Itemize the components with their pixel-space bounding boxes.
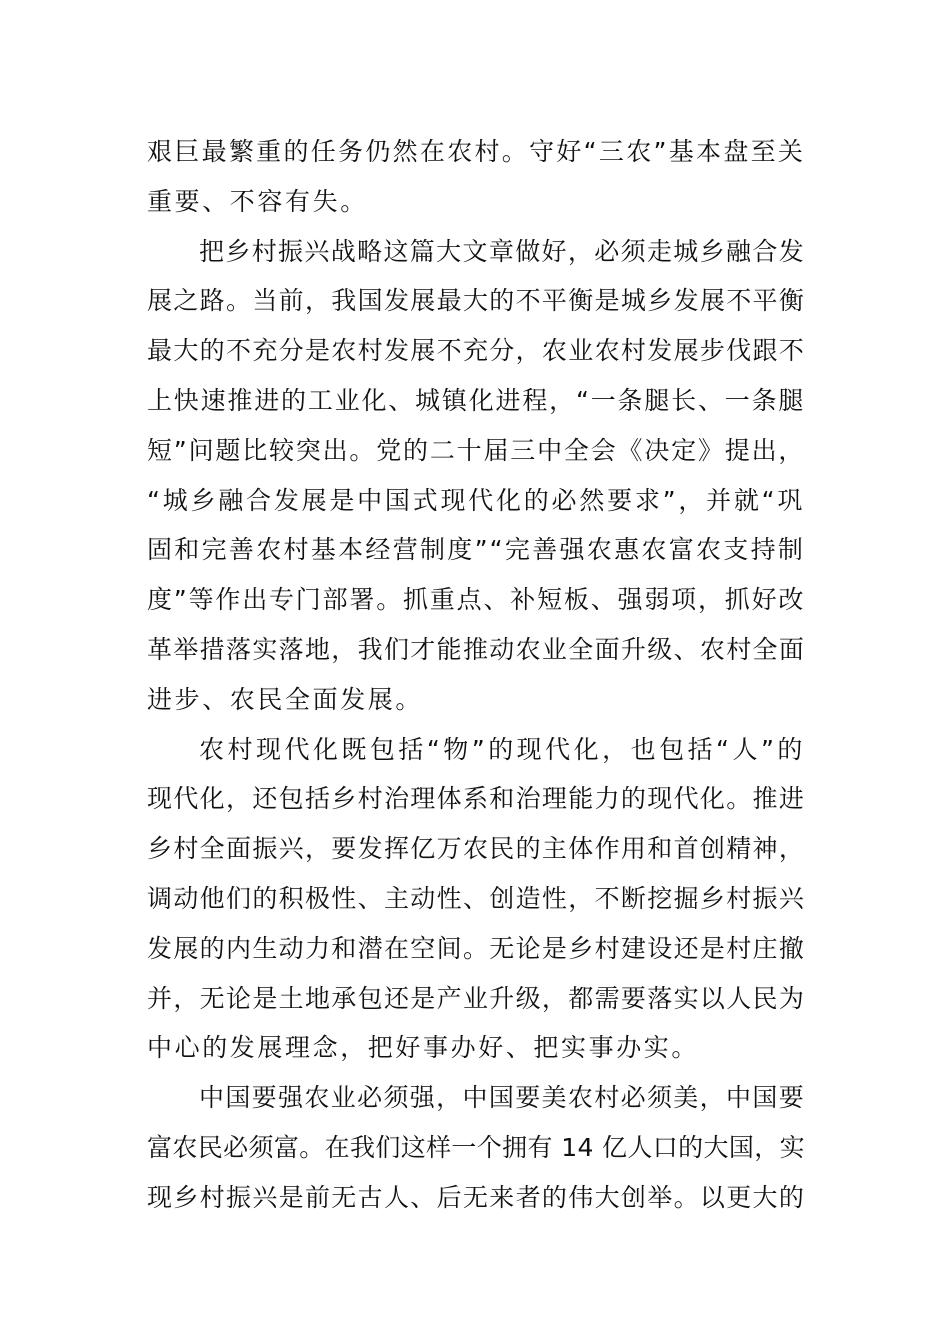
text-line: 度”等作出专门部署。抓重点、补短板、强弱项，抓好改 xyxy=(147,585,805,615)
text-line: 现乡村振兴是前无古人、后无来者的伟大创举。以更大的 xyxy=(147,1182,805,1212)
text-line: “城乡融合发展是中国式现代化的必然要求”，并就“巩 xyxy=(147,485,805,515)
text-line: 艰巨最繁重的任务仍然在农村。守好“三农”基本盘至关 xyxy=(147,137,805,166)
text-line: 富农民必须富。在我们这样一个拥有 14 亿人口的大国，实 xyxy=(147,1132,805,1162)
text-line: 现代化，还包括乡村治理体系和治理能力的现代化。推进 xyxy=(147,784,805,814)
text-line: 重要、不容有失。 xyxy=(147,186,368,216)
text-line: 调动他们的积极性、主动性、创造性，不断挖掘乡村振兴 xyxy=(147,883,805,913)
text-line: 固和完善农村基本经营制度”“完善强农惠农富农支持制 xyxy=(147,535,805,565)
text-line: 短”问题比较突出。党的二十届三中全会《决定》提出， xyxy=(147,435,805,465)
document-body xyxy=(147,127,805,1223)
text-line: 革举措落实落地，我们才能推动农业全面升级、农村全面 xyxy=(147,634,805,664)
text-line: 最大的不充分是农村发展不充分，农业农村发展步伐跟不 xyxy=(147,336,805,366)
text-line: 农村现代化既包括“物”的现代化，也包括“人”的 xyxy=(199,734,805,764)
text-line: 并，无论是土地承包还是产业升级，都需要落实以人民为 xyxy=(147,983,805,1013)
text-line: 展之路。当前，我国发展最大的不平衡是城乡发展不平衡 xyxy=(147,286,805,316)
text-line: 上快速推进的工业化、城镇化进程，“一条腿长、一条腿 xyxy=(147,385,805,415)
text-line: 中国要强农业必须强，中国要美农村必须美，中国要 xyxy=(199,1083,806,1113)
text-line: 中心的发展理念，把好事办好、把实事办实。 xyxy=(147,1033,700,1063)
text-line: 发展的内生动力和潜在空间。无论是乡村建设还是村庄撤 xyxy=(147,933,805,963)
text-line: 乡村全面振兴，要发挥亿万农民的主体作用和首创精神， xyxy=(147,834,805,864)
text-line: 把乡村振兴战略这篇大文章做好，必须走城乡融合发 xyxy=(199,236,806,266)
text-line: 进步、农民全面发展。 xyxy=(147,684,424,714)
